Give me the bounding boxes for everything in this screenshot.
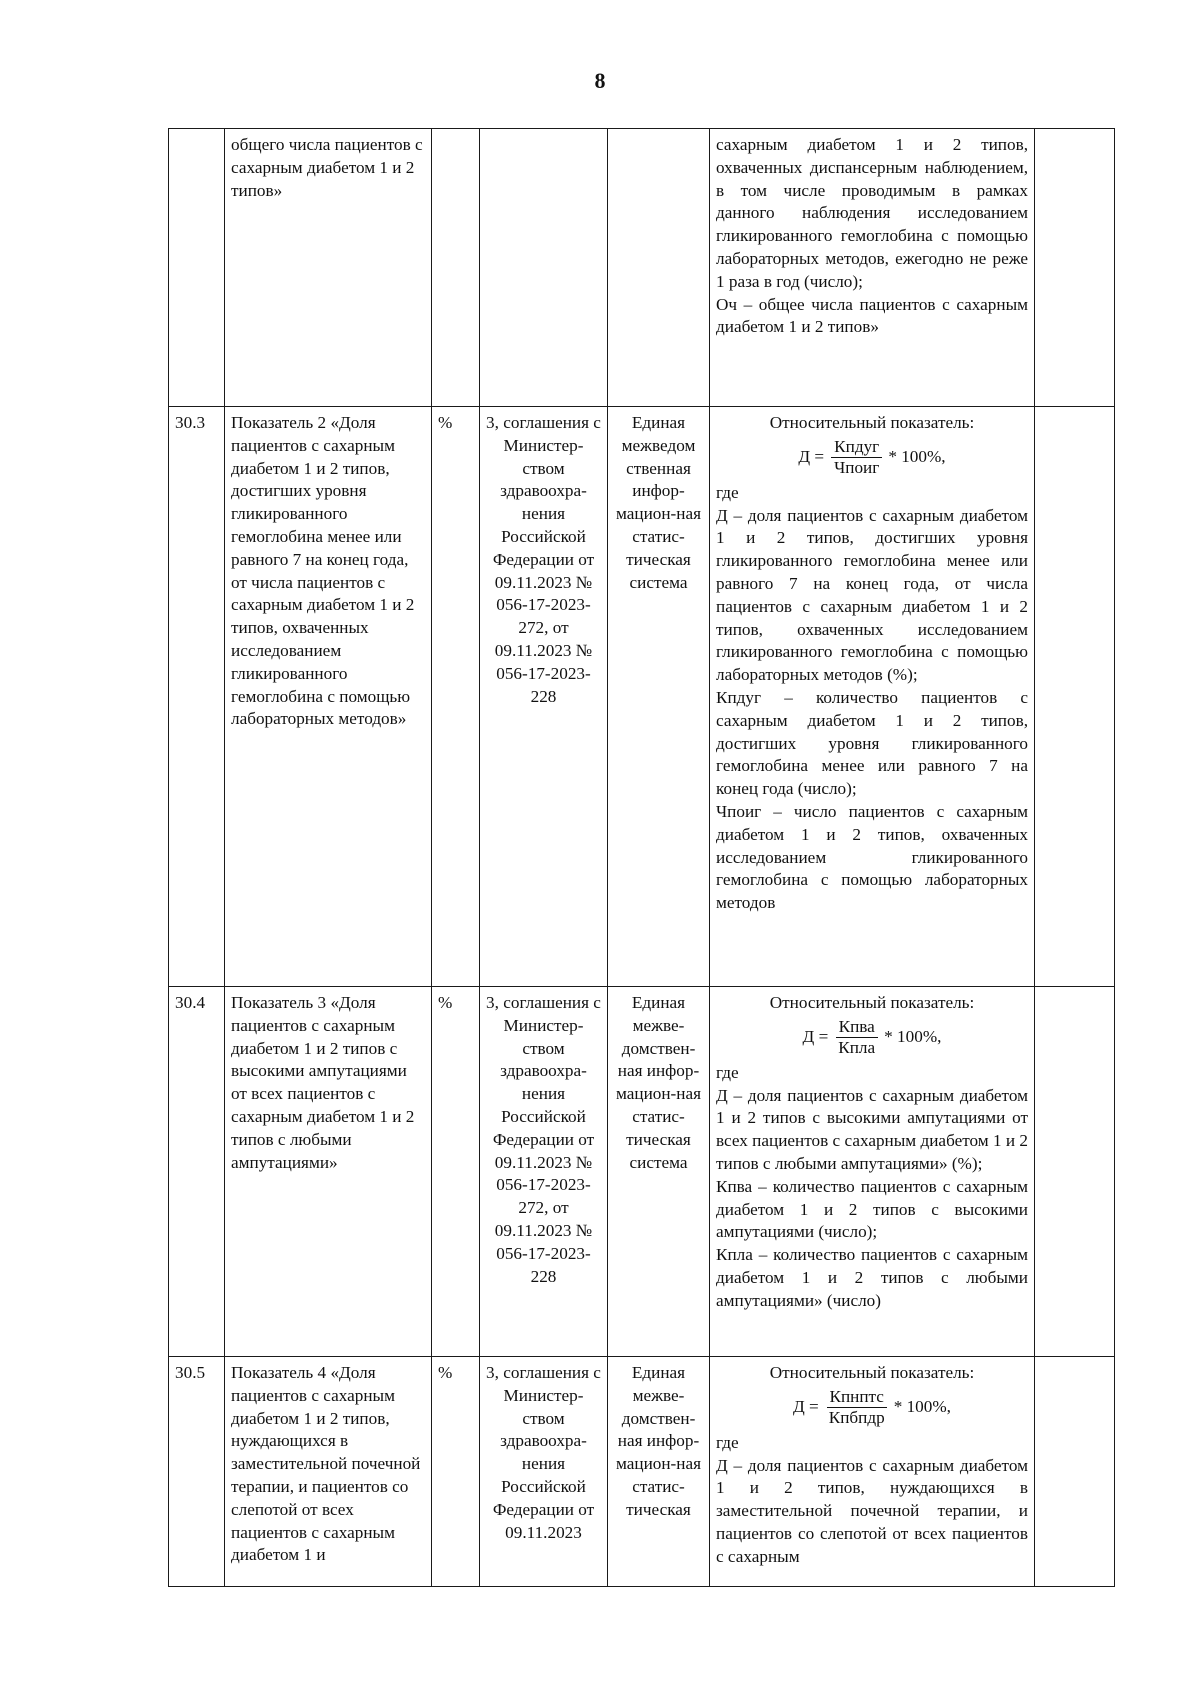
formula-lhs: Д =	[798, 446, 825, 466]
formula-numerator: Кпдуг	[831, 437, 882, 458]
method-definition: Кпва – количество пациентов с сахарным диабетом 1 и 2 типов с высокими ампутациями (число);	[716, 1176, 1028, 1242]
formula-numerator: Кпнптс	[827, 1387, 887, 1408]
source-cell: Единая межве-домствен-ная инфор-мацион-ная статис-тическая	[608, 1357, 710, 1587]
formula-fraction	[835, 1017, 878, 1058]
basis-cell	[480, 129, 608, 407]
formula	[716, 437, 1028, 478]
method-definition: Д – доля пациентов с сахарным диабетом 1 и 2 типов с высокими ампутациями от всех пациентов с сахарным диабетом 1 и 2 типов с любыми ампутациями» (%);	[716, 1085, 1028, 1173]
method-definition: Чпоиг – число пациентов с сахарным диабетом 1 и 2 типов, охваченных исследованием гликированного гемоглобина с помощью лабораторных методов	[716, 801, 1028, 913]
table-row	[169, 407, 1115, 987]
row-number: 30.3	[169, 407, 225, 987]
method-cell	[710, 407, 1035, 987]
row-number: 30.4	[169, 987, 225, 1357]
unit-cell: %	[432, 1357, 480, 1587]
basis-cell: 3, соглашения с Министер-ством здравоохра-нения Российской Федерации от 09.11.2023 № 056-17-2023-272, от 09.11.2023 № 056-17-2023-228	[480, 987, 608, 1357]
method-heading: Относительный показатель:	[769, 993, 975, 1012]
formula-numerator: Кпва	[836, 1017, 878, 1038]
formula-rhs: * 100%,	[893, 1396, 951, 1416]
source-cell: Единая межве-домствен-ная инфор-мацион-ная статис-тическая система	[608, 987, 710, 1357]
note-cell	[1035, 987, 1115, 1357]
unit-cell	[432, 129, 480, 407]
formula-fraction	[831, 437, 882, 478]
where-label: где	[716, 1432, 739, 1452]
where-label: где	[716, 1062, 739, 1082]
formula-lhs: Д =	[802, 1026, 829, 1046]
formula-rhs: * 100%,	[888, 446, 946, 466]
row-number: 30.5	[169, 1357, 225, 1587]
unit-cell: %	[432, 987, 480, 1357]
method-heading: Относительный показатель:	[769, 1363, 975, 1382]
formula-denominator: Кпла	[838, 1037, 876, 1057]
where-label: где	[716, 482, 739, 502]
formula-denominator: Чпоиг	[834, 457, 880, 477]
note-cell	[1035, 407, 1115, 987]
table-row	[169, 987, 1115, 1357]
indicator-name: Показатель 3 «Доля пациентов с сахарным диабетом 1 и 2 типов с высокими ампутациями от всех пациентов с сахарным диабетом 1 и 2 типов с любыми ампутациями»	[225, 987, 432, 1357]
formula-fraction	[826, 1387, 888, 1428]
method-heading: Относительный показатель:	[769, 413, 975, 432]
table-row	[169, 1357, 1115, 1587]
method-definition: Д – доля пациентов с сахарным диабетом 1 и 2 типов, нуждающихся в заместительной почечной терапии, и пациентов со слепотой от всех пациентов с сахарным	[716, 1455, 1028, 1566]
indicators-table	[168, 128, 1115, 1587]
formula	[716, 1017, 1028, 1058]
indicator-name: общего числа пациентов с сахарным диабетом 1 и 2 типов»	[225, 129, 432, 407]
method-cell	[710, 1357, 1035, 1587]
method-cell	[710, 129, 1035, 407]
formula-lhs: Д =	[793, 1396, 819, 1416]
basis-cell: 3, соглашения с Министер-ством здравоохра-нения Российской Федерации от 09.11.2023	[480, 1357, 608, 1587]
formula-rhs: * 100%,	[884, 1026, 942, 1046]
note-cell	[1035, 1357, 1115, 1587]
method-definition: Оч – общее числа пациентов с сахарным диабетом 1 и 2 типов»	[716, 294, 1028, 337]
formula	[716, 1387, 1028, 1428]
basis-cell: 3, соглашения с Министер-ством здравоохра-нения Российской Федерации от 09.11.2023 № 056-17-2023-272, от 09.11.2023 № 056-17-2023-228	[480, 407, 608, 987]
source-cell	[608, 129, 710, 407]
source-cell: Единая межведом ственная инфор-мацион-ная статис-тическая система	[608, 407, 710, 987]
indicator-name: Показатель 4 «Доля пациентов с сахарным диабетом 1 и 2 типов, нуждающихся в заместительной почечной терапии, и пациентов со слепотой от всех пациентов с сахарным диабетом 1 и	[225, 1357, 432, 1587]
unit-cell: %	[432, 407, 480, 987]
method-text: сахарным диабетом 1 и 2 типов, охваченных диспансерным наблюдением, в том числе проводимым в рамках данного наблюдения исследованием гликированного гемоглобина с помощью лабораторных методов, ежегодно не реже 1 раза в год (число);	[716, 135, 1028, 291]
table-row	[169, 129, 1115, 407]
row-number	[169, 129, 225, 407]
indicator-name: Показатель 2 «Доля пациентов с сахарным диабетом 1 и 2 типов, достигших уровня гликированного гемоглобина менее или равного 7 на конец года, от числа пациентов с сахарным диабетом 1 и 2 типов, охваченных исследованием гликированного гемоглобина с помощью лабораторных методов»	[225, 407, 432, 987]
page-number: 8	[594, 68, 606, 93]
formula-denominator: Кпбпдр	[828, 1407, 885, 1427]
method-definition: Д – доля пациентов с сахарным диабетом 1 и 2 типов, достигших уровня гликированного гемоглобина менее или равного 7 на конец года, от числа пациентов с сахарным диабетом 1 и 2 типов, охваченных исследованием гликированного гемоглобина с помощью лабораторных методов (%);	[716, 505, 1028, 685]
note-cell	[1035, 129, 1115, 407]
method-definition: Кпдуг – количество пациентов с сахарным диабетом 1 и 2 типов, достигших уровня гликированного гемоглобина менее или равного 7 на конец года (число);	[716, 687, 1028, 799]
method-definition: Кпла – количество пациентов с сахарным диабетом 1 и 2 типов с любыми ампутациями» (число)	[716, 1245, 1028, 1310]
method-cell	[710, 987, 1035, 1357]
